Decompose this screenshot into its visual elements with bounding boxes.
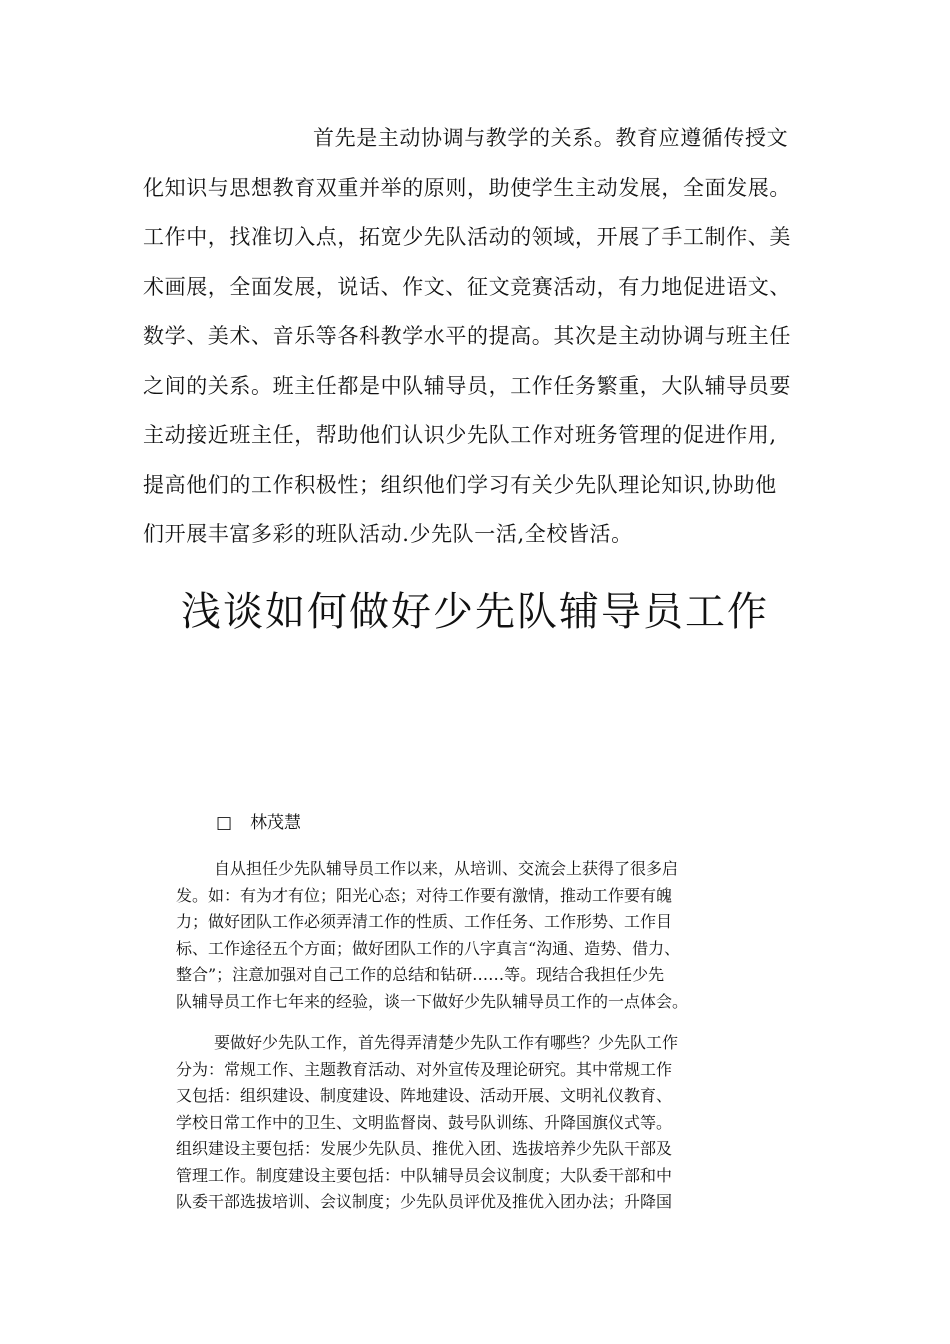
text-line: 发。如：有为才有位；阳光心态；对待工作要有激情，推动工作要有魄 xyxy=(176,885,673,905)
body-paragraph-1 xyxy=(176,856,774,1015)
text-line: 术画展，全面发展，说话、作文、征文竞赛活动，有力地促进语文、 xyxy=(143,274,791,299)
text-line: 学校日常工作中的卫生、文明监督岗、鼓号队训练、升降国旗仪式等。 xyxy=(176,1112,673,1132)
text-line: 管理工作。制度建设主要包括：中队辅导员会议制度；大队委干部和中 xyxy=(176,1165,673,1185)
text-line: 提高他们的工作积极性；组织他们学习有关少先队理论知识,协助他 xyxy=(143,472,777,497)
document-title: 浅谈如何做好少先队辅导员工作 xyxy=(181,589,769,635)
author-name: 林茂慧 xyxy=(250,813,302,833)
text-line: 队辅导员工作七年来的经验，谈一下做好少先队辅导员工作的一点体会。 xyxy=(176,991,689,1011)
upper-paragraph xyxy=(143,114,809,560)
text-line: 数学、美术、音乐等各科教学水平的提高。其次是主动协调与班主任 xyxy=(143,324,791,348)
body-paragraph-2 xyxy=(176,1030,774,1216)
text-line: 标、工作途径五个方面；做好团队工作的八字真言“沟通、造势、借力、 xyxy=(176,938,681,958)
text-line: 力；做好团队工作必须弄清工作的性质、工作任务、工作形势、工作目 xyxy=(176,912,673,931)
text-line: 又包括：组织建设、制度建设、阵地建设、活动开展、文明礼仪教育、 xyxy=(176,1086,673,1105)
text-line: 首先是主动协调与教学的关系。教育应遵循传授文 xyxy=(313,126,789,150)
text-line: 工作中，找准切入点，拓宽少先队活动的领域，开展了手工制作、美 xyxy=(143,225,791,249)
text-line: 要做好少先队工作，首先得弄清楚少先队工作有哪些？少先队工作 xyxy=(214,1033,679,1052)
checkbox-square-icon: □ xyxy=(216,813,233,833)
text-line: 主动接近班主任，帮助他们认识少先队工作对班务管理的促进作用, xyxy=(143,423,777,447)
text-line: 整合”；注意加强对自己工作的总结和钻研……等。现结合我担任少先 xyxy=(176,965,665,984)
text-line: 队委干部选拔培训、会议制度；少先队员评优及推优入团办法；升降国 xyxy=(176,1192,673,1211)
text-line: 之间的关系。班主任都是中队辅导员，工作任务繁重，大队辅导员要 xyxy=(143,373,791,398)
text-line: 自从担任少先队辅导员工作以来，从培训、交流会上获得了很多启 xyxy=(214,859,679,878)
text-line: 们开展丰富多彩的班队活动.少先队一活,全校皆活。 xyxy=(143,522,633,546)
text-line: 化知识与思想教育双重并举的原则，助使学生主动发展，全面发展。 xyxy=(143,175,791,200)
text-line: 组织建设主要包括：发展少先队员、推优入团、选拔培养少先队干部及 xyxy=(176,1139,673,1158)
author-line xyxy=(216,810,301,836)
text-line: 分为：常规工作、主题教育活动、对外宣传及理论研究。其中常规工作 xyxy=(176,1059,673,1079)
